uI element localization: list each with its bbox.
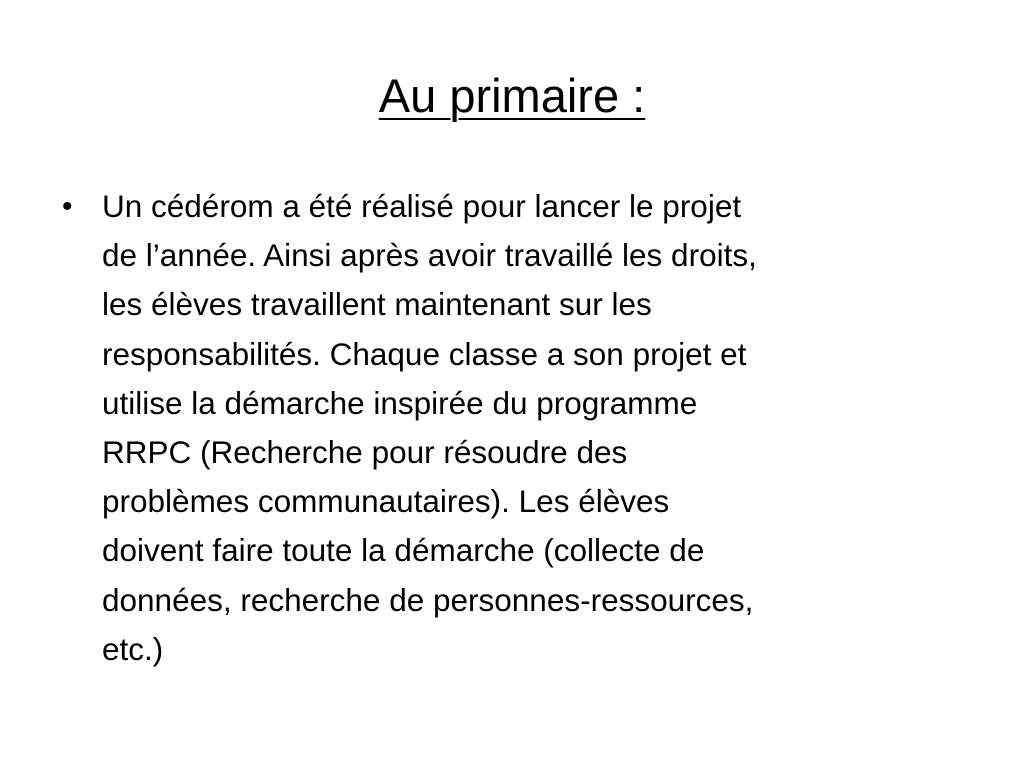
slide-content [60, 182, 980, 674]
bullet-item [60, 182, 980, 674]
slide-title: Au primaire : [378, 69, 646, 122]
bullet-icon: • [62, 190, 73, 223]
bullet-text: Un cédérom a été réalisé pour lancer le projet de l’année. Ainsi après avoir travaillé les droits, les élèves travaillent maintenant sur les responsabilités. Chaque classe a son projet et utilise la démarche inspirée du programme RRPC (Recherche pour résoudre des problèmes communautaires). Les élèves doivent faire toute la démarche (collecte de données, recherche de personnes-ressources, etc.) [102, 188, 757, 667]
